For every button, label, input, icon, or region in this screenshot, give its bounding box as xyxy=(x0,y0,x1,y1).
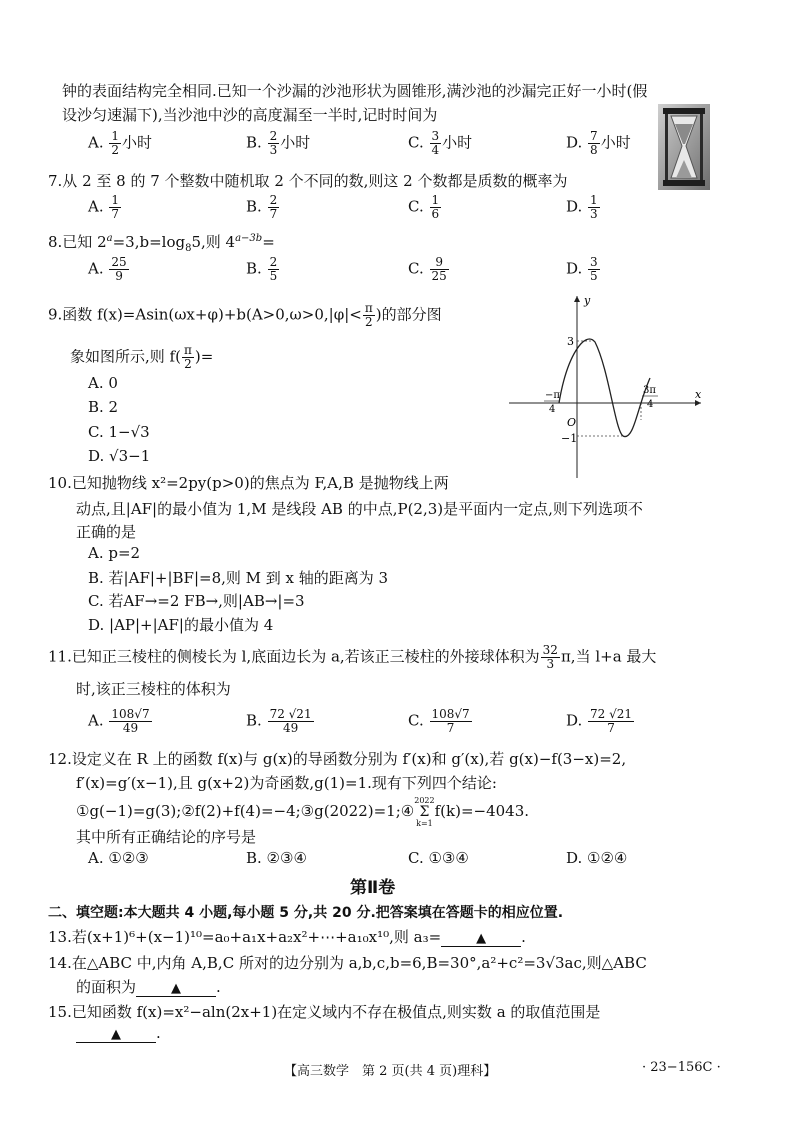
q9-option-c: C. 1−√3 xyxy=(88,423,150,441)
q8-option-c: C. $\frac{9}{25}$ xyxy=(408,255,447,283)
q11-option-a: A. $\frac{108√7}{49}$ xyxy=(88,707,150,735)
q11-option-c: C. $\frac{108√7}{7}$ xyxy=(408,707,470,735)
q13: 13.若(x+1)⁶+(x−1)¹⁰=a₀+a₁x+a₂x²+⋯+a₁₀x¹⁰,则 a₃= ▲ . xyxy=(48,928,526,946)
q10-line1: 10.已知抛物线 x²=2py(p>0)的焦点为 F,A,B 是抛物线上两 xyxy=(48,474,449,492)
q9-stem-line1: 9.函数 f(x)=Asin(ωx+φ)+b(A>0,ω>0,|φ|< $\frac{\pi}{2}$ )的部分图 xyxy=(48,301,442,329)
q10-option-c: C. 若AF→=2 FB→,则|AB→|=3 xyxy=(88,592,305,610)
q9-option-a: A. 0 xyxy=(88,374,118,392)
part2-title: 第Ⅱ卷 xyxy=(350,878,396,898)
q7-option-c: C. $\frac{1}{6}$ xyxy=(408,193,440,221)
q14-line1: 14.在△ABC 中,内角 A,B,C 所对的边分别为 a,b,c,b=6,B=30°,a²+c²=3√3ac,则△ABC xyxy=(48,954,647,972)
q9-option-d: D. √3−1 xyxy=(88,447,151,465)
q12-line4: 其中所有正确结论的序号是 xyxy=(76,828,257,846)
q7-option-a: A. $\frac{1}{7}$ xyxy=(88,193,120,221)
q6-option-b: B. $\frac{2}{3}$ 小时 xyxy=(246,129,311,157)
q13-answer-blank: ▲ xyxy=(441,931,521,947)
q11-line2: 时,该正三棱柱的体积为 xyxy=(76,680,231,698)
q7-stem: 7.从 2 至 8 的 7 个整数中随机取 2 个不同的数,则这 2 个数都是质数的概率为 xyxy=(48,172,568,190)
label-3pi-den: 4 xyxy=(647,399,654,410)
q8-option-a: A. $\frac{25}{9}$ xyxy=(88,255,127,283)
q12-line1: 12.设定义在 R 上的函数 f(x)与 g(x)的导函数分别为 f′(x)和 g′(x),若 g(x)−f(3−x)=2, xyxy=(48,750,627,768)
q15-answer-blank: ▲ xyxy=(76,1027,156,1043)
q12-option-c: C. ①③④ xyxy=(408,849,469,867)
q9-stem-line2: 象如图所示,则 f( $\frac{\pi}{2}$ )= xyxy=(70,343,214,371)
q12-line3: ①g(−1)=g(3);②f(2)+f(4)=−4;③g(2022)=1;④ 2022 Σ k=1 f(k)=−4043. xyxy=(76,796,530,828)
q12-option-d: D. ①②④ xyxy=(566,849,628,867)
q7-option-b: B. $\frac{2}{7}$ xyxy=(246,193,278,221)
q6-line1: 钟的表面结构完全相同.已知一个沙漏的沙池形状为圆锥形,满沙池的沙漏完正好一小时(假 xyxy=(62,82,648,100)
q15-line2: ▲ . xyxy=(76,1024,161,1043)
label-neg-pi-den: 4 xyxy=(549,404,556,415)
hourglass-image xyxy=(658,104,710,190)
q14-answer-blank: ▲ xyxy=(136,981,216,997)
q10-option-b: B. 若|AF|+|BF|=8,则 M 到 x 轴的距离为 3 xyxy=(88,569,389,587)
q12-option-b: B. ②③④ xyxy=(246,849,307,867)
q6-line2: 设沙匀速漏下),当沙池中沙的高度漏至一半时,记时时间为 xyxy=(62,106,438,124)
q12-option-a: A. ①②③ xyxy=(88,849,149,867)
q10-option-d: D. |AP|+|AF|的最小值为 4 xyxy=(88,616,274,634)
q7-option-d: D. $\frac{1}{3}$ xyxy=(566,193,598,221)
q11-line1: 11.已知正三棱柱的侧棱长为 l,底面边长为 a,若该正三棱柱的外接球体积为 $\frac{32}{3}$ π,当 l+a 最大 xyxy=(48,643,657,671)
q8-stem: 8.已知 $2^a=3,b=\log_85$,则 $4^{a-3b}=$ xyxy=(48,233,275,254)
q10-line2: 动点,且|AF|的最小值为 1,M 是线段 AB 的中点,P(2,3)是平面内一定点,则下列选项不 xyxy=(76,500,643,518)
label-3: 3 xyxy=(567,335,574,348)
q8-option-b: B. $\frac{2}{5}$ xyxy=(246,255,278,283)
y-axis-label: y xyxy=(584,294,591,307)
q14-line2: 的面积为 ▲ . xyxy=(76,978,221,996)
q6-option-c: C. $\frac{3}{4}$ 小时 xyxy=(408,129,473,157)
y-axis-arrow-icon xyxy=(574,296,580,302)
q6-option-a: A. $\frac{1}{2}$ 小时 xyxy=(88,129,153,157)
q12-line2: f′(x)=g′(x−1),且 g(x+2)为奇函数,g(1)=1.现有下列四个结论: xyxy=(76,774,497,792)
q9-option-b: B. 2 xyxy=(88,398,119,416)
footer-page-info: 【高三数学 第 2 页(共 4 页)理科】 xyxy=(284,1064,497,1079)
part2-heading: 二、填空题:本大题共 4 小题,每小题 5 分,共 20 分.把答案填在答题卡的相应位置. xyxy=(48,905,564,921)
footer-code: · 23−156C · xyxy=(642,1060,721,1075)
q10-line3: 正确的是 xyxy=(76,523,137,541)
x-axis-label: x xyxy=(695,388,702,401)
q9-sine-graph xyxy=(505,290,710,482)
q15-line1: 15.已知函数 f(x)=x²−aln(2x+1)在定义域内不存在极值点,则实数 a 的取值范围是 xyxy=(48,1003,601,1021)
q8-option-d: D. $\frac{3}{5}$ xyxy=(566,255,598,283)
q6-option-d: D. $\frac{7}{8}$ 小时 xyxy=(566,129,631,157)
label-neg-pi-num: −π xyxy=(545,390,560,401)
q10-option-a: A. p=2 xyxy=(88,544,141,562)
label-neg1: −1 xyxy=(561,432,578,445)
q11-option-d: D. $\frac{72 √21}{7}$ xyxy=(566,707,633,735)
origin-label: O xyxy=(567,416,577,429)
q11-option-b: B. $\frac{72 √21}{49}$ xyxy=(246,707,312,735)
label-3pi-num: 3π xyxy=(643,385,656,396)
